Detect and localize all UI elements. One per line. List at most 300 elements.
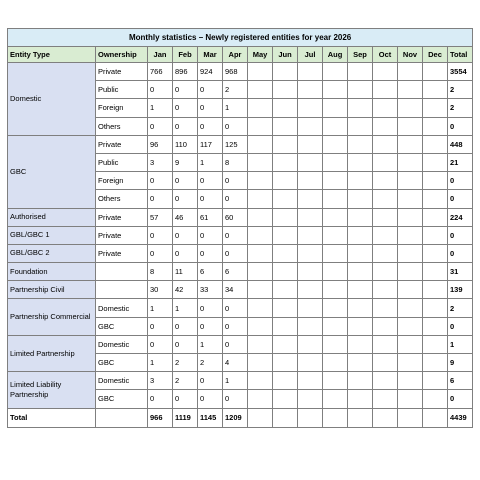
month-value-cell (423, 317, 448, 335)
statistics-table-container (7, 28, 472, 428)
month-value-cell: 3 (148, 372, 173, 390)
month-value-cell (323, 172, 348, 190)
month-value-cell: 0 (223, 172, 248, 190)
column-header: Sep (348, 47, 373, 63)
row-total-cell: 0 (448, 190, 473, 208)
entity-type-cell: Domestic (8, 63, 96, 136)
month-value-cell: 0 (173, 190, 198, 208)
totals-ownership-blank (96, 408, 148, 427)
month-value-cell (398, 263, 423, 281)
month-value-cell (323, 153, 348, 171)
month-value-cell: 2 (223, 81, 248, 99)
month-value-cell (298, 299, 323, 317)
month-value-cell (373, 81, 398, 99)
month-total-cell: 966 (148, 408, 173, 427)
month-value-cell (323, 354, 348, 372)
row-total-cell: 448 (448, 135, 473, 153)
month-value-cell: 46 (173, 208, 198, 226)
month-value-cell: 0 (198, 390, 223, 408)
month-value-cell (423, 153, 448, 171)
month-value-cell: 42 (173, 281, 198, 299)
month-value-cell (273, 317, 298, 335)
row-total-cell: 2 (448, 99, 473, 117)
month-value-cell (348, 244, 373, 262)
month-value-cell: 2 (198, 354, 223, 372)
totals-label: Total (8, 408, 96, 427)
month-value-cell: 61 (198, 208, 223, 226)
month-value-cell: 0 (223, 226, 248, 244)
month-value-cell (398, 135, 423, 153)
ownership-cell: Private (96, 135, 148, 153)
month-value-cell (323, 190, 348, 208)
month-value-cell (273, 244, 298, 262)
month-value-cell: 1 (148, 99, 173, 117)
column-header: Jul (298, 47, 323, 63)
month-value-cell (298, 263, 323, 281)
month-value-cell (323, 281, 348, 299)
ownership-cell: Public (96, 81, 148, 99)
month-value-cell: 0 (198, 226, 223, 244)
table-row (8, 335, 473, 353)
month-value-cell (298, 317, 323, 335)
month-value-cell: 11 (173, 263, 198, 281)
month-value-cell (248, 63, 273, 81)
table-row (8, 226, 473, 244)
column-header: May (248, 47, 273, 63)
month-value-cell: 2 (173, 354, 198, 372)
column-header: Jan (148, 47, 173, 63)
table-row (8, 135, 473, 153)
row-total-cell: 1 (448, 335, 473, 353)
month-value-cell (273, 372, 298, 390)
month-value-cell: 0 (173, 317, 198, 335)
ownership-cell: Private (96, 226, 148, 244)
month-value-cell: 1 (148, 299, 173, 317)
month-value-cell: 0 (223, 190, 248, 208)
row-total-cell: 31 (448, 263, 473, 281)
row-total-cell: 0 (448, 172, 473, 190)
row-total-cell: 21 (448, 153, 473, 171)
month-value-cell (373, 63, 398, 81)
monthly-statistics-table (7, 28, 473, 428)
month-value-cell: 0 (148, 335, 173, 353)
month-value-cell (348, 135, 373, 153)
month-value-cell (423, 117, 448, 135)
month-value-cell (298, 226, 323, 244)
month-total-cell (248, 408, 273, 427)
month-value-cell (398, 299, 423, 317)
column-header: Feb (173, 47, 198, 63)
month-value-cell: 1 (198, 153, 223, 171)
month-value-cell (398, 117, 423, 135)
month-value-cell: 117 (198, 135, 223, 153)
month-value-cell (323, 117, 348, 135)
month-value-cell (248, 244, 273, 262)
month-value-cell (348, 99, 373, 117)
month-value-cell (348, 372, 373, 390)
month-value-cell (373, 281, 398, 299)
table-row (8, 281, 473, 299)
month-value-cell (273, 190, 298, 208)
ownership-cell: Others (96, 190, 148, 208)
month-value-cell (273, 226, 298, 244)
month-value-cell: 0 (173, 244, 198, 262)
month-value-cell (248, 226, 273, 244)
month-value-cell (423, 281, 448, 299)
month-value-cell (373, 135, 398, 153)
month-value-cell (298, 354, 323, 372)
month-value-cell (348, 263, 373, 281)
month-value-cell (248, 172, 273, 190)
entity-type-cell: Limited Liability Partnership (8, 372, 96, 408)
entity-type-cell: Authorised (8, 208, 96, 226)
totals-row (8, 408, 473, 427)
ownership-cell: Private (96, 244, 148, 262)
month-value-cell (323, 63, 348, 81)
column-header: Ownership (96, 47, 148, 63)
month-value-cell: 0 (223, 335, 248, 353)
month-value-cell (373, 317, 398, 335)
month-value-cell (248, 117, 273, 135)
month-value-cell (398, 153, 423, 171)
month-value-cell (248, 135, 273, 153)
month-value-cell (373, 335, 398, 353)
row-total-cell: 0 (448, 226, 473, 244)
month-total-cell (273, 408, 298, 427)
month-value-cell: 2 (173, 372, 198, 390)
ownership-cell: Domestic (96, 335, 148, 353)
month-value-cell (273, 299, 298, 317)
ownership-cell: Domestic (96, 299, 148, 317)
month-value-cell: 0 (173, 117, 198, 135)
month-value-cell (398, 81, 423, 99)
month-value-cell: 0 (148, 390, 173, 408)
month-total-cell: 1119 (173, 408, 198, 427)
month-value-cell (373, 244, 398, 262)
ownership-cell: GBC (96, 354, 148, 372)
month-value-cell (323, 299, 348, 317)
month-value-cell: 33 (198, 281, 223, 299)
month-value-cell (273, 63, 298, 81)
month-value-cell (348, 281, 373, 299)
month-value-cell: 96 (148, 135, 173, 153)
month-value-cell (348, 390, 373, 408)
month-value-cell (398, 281, 423, 299)
month-value-cell (348, 63, 373, 81)
month-value-cell: 1 (173, 299, 198, 317)
row-total-cell: 2 (448, 299, 473, 317)
month-value-cell (373, 172, 398, 190)
month-value-cell (248, 153, 273, 171)
month-value-cell (273, 335, 298, 353)
month-value-cell (398, 99, 423, 117)
month-value-cell (298, 335, 323, 353)
month-value-cell (248, 281, 273, 299)
month-value-cell (323, 135, 348, 153)
month-value-cell (323, 390, 348, 408)
month-value-cell: 4 (223, 354, 248, 372)
month-value-cell: 34 (223, 281, 248, 299)
month-value-cell: 0 (173, 172, 198, 190)
month-value-cell (398, 244, 423, 262)
month-value-cell (298, 117, 323, 135)
month-value-cell (348, 335, 373, 353)
month-value-cell (423, 190, 448, 208)
month-value-cell (423, 335, 448, 353)
month-value-cell (423, 63, 448, 81)
row-total-cell: 0 (448, 117, 473, 135)
month-value-cell (373, 208, 398, 226)
table-title: Monthly statistics – Newly registered entities for year 2026 (8, 29, 473, 47)
month-value-cell: 0 (223, 390, 248, 408)
month-value-cell: 0 (148, 317, 173, 335)
month-value-cell (298, 281, 323, 299)
ownership-cell (96, 281, 148, 299)
month-total-cell: 1145 (198, 408, 223, 427)
row-total-cell: 0 (448, 317, 473, 335)
month-total-cell (373, 408, 398, 427)
month-value-cell (298, 390, 323, 408)
grand-total-cell: 4439 (448, 408, 473, 427)
month-value-cell: 6 (223, 263, 248, 281)
month-value-cell: 8 (223, 153, 248, 171)
table-row (8, 299, 473, 317)
month-value-cell: 0 (173, 81, 198, 99)
month-value-cell (323, 372, 348, 390)
month-value-cell: 60 (223, 208, 248, 226)
month-value-cell (298, 63, 323, 81)
month-value-cell (373, 226, 398, 244)
table-row (8, 263, 473, 281)
month-value-cell: 0 (223, 117, 248, 135)
month-value-cell (273, 153, 298, 171)
month-value-cell (273, 263, 298, 281)
month-value-cell (248, 81, 273, 99)
month-value-cell: 3 (148, 153, 173, 171)
column-header: Dec (423, 47, 448, 63)
month-value-cell: 0 (198, 81, 223, 99)
month-value-cell: 8 (148, 263, 173, 281)
entity-type-cell: Partnership Civil (8, 281, 96, 299)
month-total-cell (298, 408, 323, 427)
month-value-cell (298, 190, 323, 208)
month-value-cell (273, 354, 298, 372)
month-value-cell (348, 81, 373, 99)
month-value-cell: 0 (198, 299, 223, 317)
month-value-cell (323, 335, 348, 353)
month-value-cell (348, 190, 373, 208)
column-header: Jun (273, 47, 298, 63)
month-value-cell (373, 390, 398, 408)
month-value-cell (298, 99, 323, 117)
month-value-cell (373, 99, 398, 117)
month-value-cell: 0 (198, 117, 223, 135)
month-value-cell (248, 317, 273, 335)
month-value-cell (248, 372, 273, 390)
month-value-cell (323, 99, 348, 117)
month-total-cell (423, 408, 448, 427)
month-value-cell (273, 172, 298, 190)
month-value-cell: 0 (223, 317, 248, 335)
month-value-cell (298, 135, 323, 153)
month-value-cell (248, 190, 273, 208)
month-value-cell (373, 354, 398, 372)
month-value-cell (373, 299, 398, 317)
month-value-cell: 0 (148, 244, 173, 262)
ownership-cell: Foreign (96, 172, 148, 190)
month-value-cell (323, 226, 348, 244)
month-value-cell: 1 (198, 335, 223, 353)
month-value-cell: 0 (173, 99, 198, 117)
month-value-cell: 110 (173, 135, 198, 153)
column-header: Aug (323, 47, 348, 63)
header-row (8, 47, 473, 63)
month-value-cell: 0 (223, 299, 248, 317)
month-value-cell (298, 372, 323, 390)
row-total-cell: 139 (448, 281, 473, 299)
month-value-cell: 57 (148, 208, 173, 226)
month-value-cell (273, 390, 298, 408)
month-value-cell: 0 (198, 190, 223, 208)
month-value-cell (423, 244, 448, 262)
month-value-cell (248, 390, 273, 408)
month-value-cell: 0 (198, 99, 223, 117)
month-total-cell (348, 408, 373, 427)
month-value-cell: 1 (223, 99, 248, 117)
month-value-cell: 125 (223, 135, 248, 153)
table-row (8, 372, 473, 390)
month-value-cell (248, 335, 273, 353)
month-value-cell (423, 81, 448, 99)
entity-type-cell: GBL/GBC 2 (8, 244, 96, 262)
month-value-cell (248, 263, 273, 281)
month-value-cell: 766 (148, 63, 173, 81)
month-value-cell: 0 (198, 372, 223, 390)
month-value-cell: 30 (148, 281, 173, 299)
entity-type-cell: Limited Partnership (8, 335, 96, 371)
ownership-cell: Private (96, 208, 148, 226)
month-value-cell (348, 117, 373, 135)
month-value-cell: 0 (198, 244, 223, 262)
month-value-cell (348, 299, 373, 317)
month-value-cell: 0 (198, 317, 223, 335)
ownership-cell (96, 263, 148, 281)
month-value-cell (398, 390, 423, 408)
column-header: Oct (373, 47, 398, 63)
row-total-cell: 9 (448, 354, 473, 372)
month-value-cell: 0 (148, 81, 173, 99)
month-value-cell (298, 172, 323, 190)
month-value-cell (398, 172, 423, 190)
month-value-cell (398, 317, 423, 335)
month-value-cell (423, 208, 448, 226)
entity-type-cell: Foundation (8, 263, 96, 281)
month-value-cell (348, 208, 373, 226)
ownership-cell: Public (96, 153, 148, 171)
month-value-cell (273, 135, 298, 153)
month-value-cell (398, 63, 423, 81)
row-total-cell: 3554 (448, 63, 473, 81)
month-value-cell (423, 226, 448, 244)
month-value-cell (398, 354, 423, 372)
month-value-cell: 1 (223, 372, 248, 390)
month-value-cell (423, 172, 448, 190)
month-value-cell (248, 99, 273, 117)
column-header: Total (448, 47, 473, 63)
ownership-cell: Others (96, 117, 148, 135)
entity-type-cell: GBL/GBC 1 (8, 226, 96, 244)
month-value-cell (373, 117, 398, 135)
month-value-cell: 0 (223, 244, 248, 262)
table-row (8, 63, 473, 81)
month-value-cell (348, 226, 373, 244)
month-value-cell: 0 (148, 226, 173, 244)
month-value-cell (348, 354, 373, 372)
month-value-cell (323, 208, 348, 226)
month-value-cell (273, 281, 298, 299)
month-value-cell (323, 263, 348, 281)
month-value-cell (248, 208, 273, 226)
month-value-cell (398, 372, 423, 390)
column-header: Nov (398, 47, 423, 63)
month-value-cell (298, 153, 323, 171)
month-total-cell: 1209 (223, 408, 248, 427)
month-value-cell (373, 263, 398, 281)
month-value-cell: 0 (198, 172, 223, 190)
table-row (8, 208, 473, 226)
month-value-cell (298, 208, 323, 226)
entity-type-cell: GBC (8, 135, 96, 208)
month-value-cell (398, 335, 423, 353)
month-value-cell: 0 (173, 226, 198, 244)
month-value-cell (273, 208, 298, 226)
month-total-cell (398, 408, 423, 427)
month-value-cell (273, 99, 298, 117)
row-total-cell: 224 (448, 208, 473, 226)
month-value-cell (273, 81, 298, 99)
ownership-cell: Domestic (96, 372, 148, 390)
month-value-cell (248, 354, 273, 372)
month-value-cell: 9 (173, 153, 198, 171)
month-value-cell (423, 263, 448, 281)
month-value-cell: 6 (198, 263, 223, 281)
ownership-cell: GBC (96, 390, 148, 408)
ownership-cell: GBC (96, 317, 148, 335)
month-value-cell (348, 317, 373, 335)
ownership-cell: Private (96, 63, 148, 81)
month-value-cell (398, 190, 423, 208)
month-value-cell: 0 (148, 172, 173, 190)
month-value-cell (423, 299, 448, 317)
month-value-cell: 1 (148, 354, 173, 372)
month-value-cell (323, 244, 348, 262)
month-value-cell (273, 117, 298, 135)
month-value-cell: 0 (173, 335, 198, 353)
month-value-cell (323, 317, 348, 335)
month-value-cell: 0 (148, 117, 173, 135)
row-total-cell: 2 (448, 81, 473, 99)
month-value-cell: 924 (198, 63, 223, 81)
month-value-cell (248, 299, 273, 317)
month-value-cell (373, 372, 398, 390)
table-row (8, 244, 473, 262)
month-value-cell: 0 (173, 390, 198, 408)
month-value-cell (423, 135, 448, 153)
month-value-cell: 968 (223, 63, 248, 81)
month-value-cell (423, 99, 448, 117)
month-value-cell (298, 81, 323, 99)
month-value-cell (398, 208, 423, 226)
